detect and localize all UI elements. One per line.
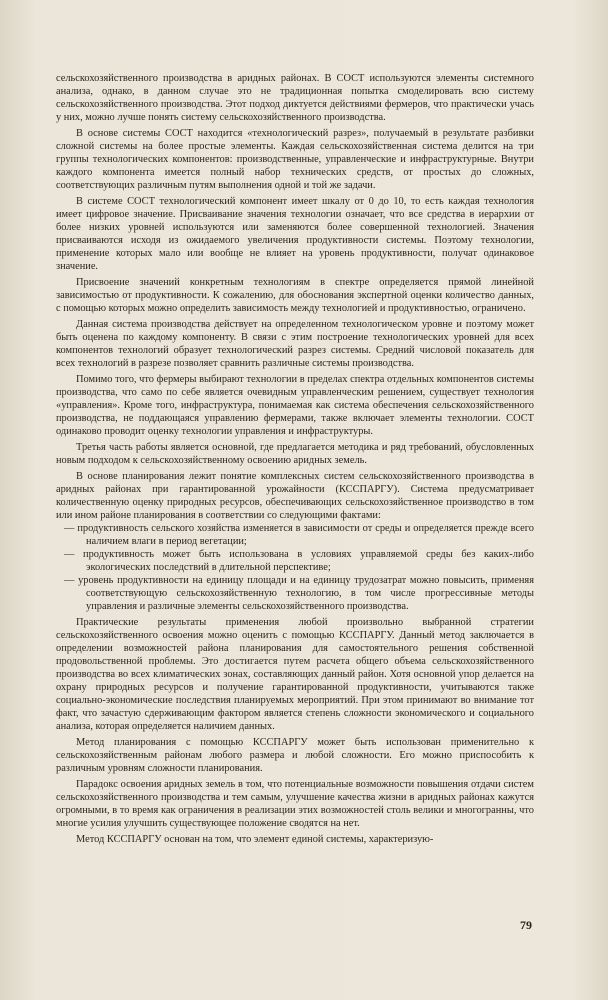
page-number: 79	[520, 918, 532, 932]
list-item: — продуктивность сельского хозяйства изменяется в зависимости от среды и определяется прежде всего наличием влаги в период вегетации;	[64, 523, 534, 547]
paragraph-12: Метод КССПАРГУ основан на том, что элемент единой системы, характеризую-	[76, 834, 434, 845]
paragraph-1: сельскохозяйственного производства в аридных районах. В СОСТ используются элементы системного анализа, однако, в данном случае это не традиционная попытка смоделировать всю систему сельскохозяйственного производства. Этот подход диктуется действиями фермеров, что практически учась у них, можно лучше понять систему сельскохозяйственного производства.	[56, 73, 534, 123]
paragraph-6: Помимо того, что фермеры выбирают технологии в пределах спектра отдельных компонентов системы производства, что само по себе является очевидным управленческим решением, существует технология «управления». Кроме того, инфраструктура, понимаемая как система обеспечения сельскохозяйственного производства, не поддающаяся управлению фермерами, также включает элементы технологии. СОСТ одинаково проводит оценку технологии управления и инфраструктуры.	[56, 374, 534, 437]
paragraph-3: В системе СОСТ технологический компонент имеет шкалу от 0 до 10, то есть каждая технология имеет цифровое значение. Присваивание значения технологии означает, что все средства в иерархии от более низких уровней используются или заменяются более совершенной технологией. Значения присваиваются исходя из ожидаемого увеличения продуктивности системы. Поэтому технологии, применение которых мало или вообще не влияет на уровень продуктивности, получат одинаковое значение.	[56, 196, 534, 272]
paragraph-10: Метод планирования с помощью КССПАРГУ может быть использован применительно к сельскохозяйственным районам любого размера и любой сложности. Его можно приспособить к различным уровням сложности планирования.	[56, 737, 534, 774]
paragraph-2: В основе системы СОСТ находится «технологический разрез», получаемый в результате разбивки сложной системы на более простые элементы. Каждая сельскохозяйственная система делится на три группы технологических компонентов: производственные, управленческие и инфраструктурные. Внутри каждого компонента имеется полный набор технических средств, от простых до сложных, соответствующих различным путям выполнения одной и той же задачи.	[56, 128, 534, 191]
paragraph-7: Третья часть работы является основной, где предлагается методика и ряд требований, обусловленных новым подходом к сельскохозяйственному освоению аридных земель.	[56, 442, 534, 466]
paragraph-11: Парадокс освоения аридных земель в том, что потенциальные возможности повышения отдачи систем сельскохозяйственного производства и тем самым, улучшение качества жизни в аридных районах кажутся огромными, в то время как ограничения в реализации этих возможностей столь велики и многогранны, что многие усилия улучшить существующее положение сводятся на нет.	[56, 779, 534, 829]
paragraph-9: Практические результаты применения любой произвольно выбранной стратегии сельскохозяйственного освоения можно оценить с помощью КССПАРГУ. Данный метод заключается в определении возможностей района планирования для самостоятельного решения собственной продовольственной проблемы. Это достигается путем расчета общего объема сельскохозяйственного производства во всех климатических зонах, составляющих данный район. Хотя основной упор делается на охрану природных ресурсов и получение гарантированной продуктивности, учитываются также социально-экономические последствия планируемых мероприятий. При этом принимают во внимание тот факт, что зачастую сдерживающим фактором является степень сложности экономического и социального анализа, которая определяется наличием данных.	[56, 617, 534, 732]
paragraph-5: Данная система производства действует на определенном технологическом уровне и поэтому может быть оценена по каждому компоненту. В связи с этим построение технологических уровней для всех компонентов технологий образует технологический разрез системы. Средний числовой показатель для всех технологий в разрезе позволяет сравнить различные системы производства.	[56, 319, 534, 369]
list-item: — продуктивность может быть использована в условиях управляемой среды без каких-либо экологических последствий в длительной перспективе;	[64, 549, 534, 573]
paragraph-4: Присвоение значений конкретным технологиям в спектре определяется прямой линейной зависимостью от продуктивности. К сожалению, для обоснования экспертной оценки количество данных, с помощью которых можно определить зависимость между технологией и продуктивностью, ограничено.	[56, 277, 534, 314]
paragraph-8: В основе планирования лежит понятие комплексных систем сельскохозяйственного производства в аридных районах при гарантированной урожайности (КССПАРГУ). Система предусматривает количественную оценку природных ресурсов, обеспечивающих сельскохозяйственное производство в том или ином районе планирования в соответствии со следующими фактами:	[56, 471, 534, 521]
body-text	[56, 72, 534, 846]
conditions-list	[56, 522, 534, 613]
list-item: — уровень продуктивности на единицу площади и на единицу трудозатрат можно повысить, применяя соответствующую сельскохозяйственную технологию, в том числе прогрессивные методы управления и различные элементы сельскохозяйственного производства.	[64, 575, 534, 612]
